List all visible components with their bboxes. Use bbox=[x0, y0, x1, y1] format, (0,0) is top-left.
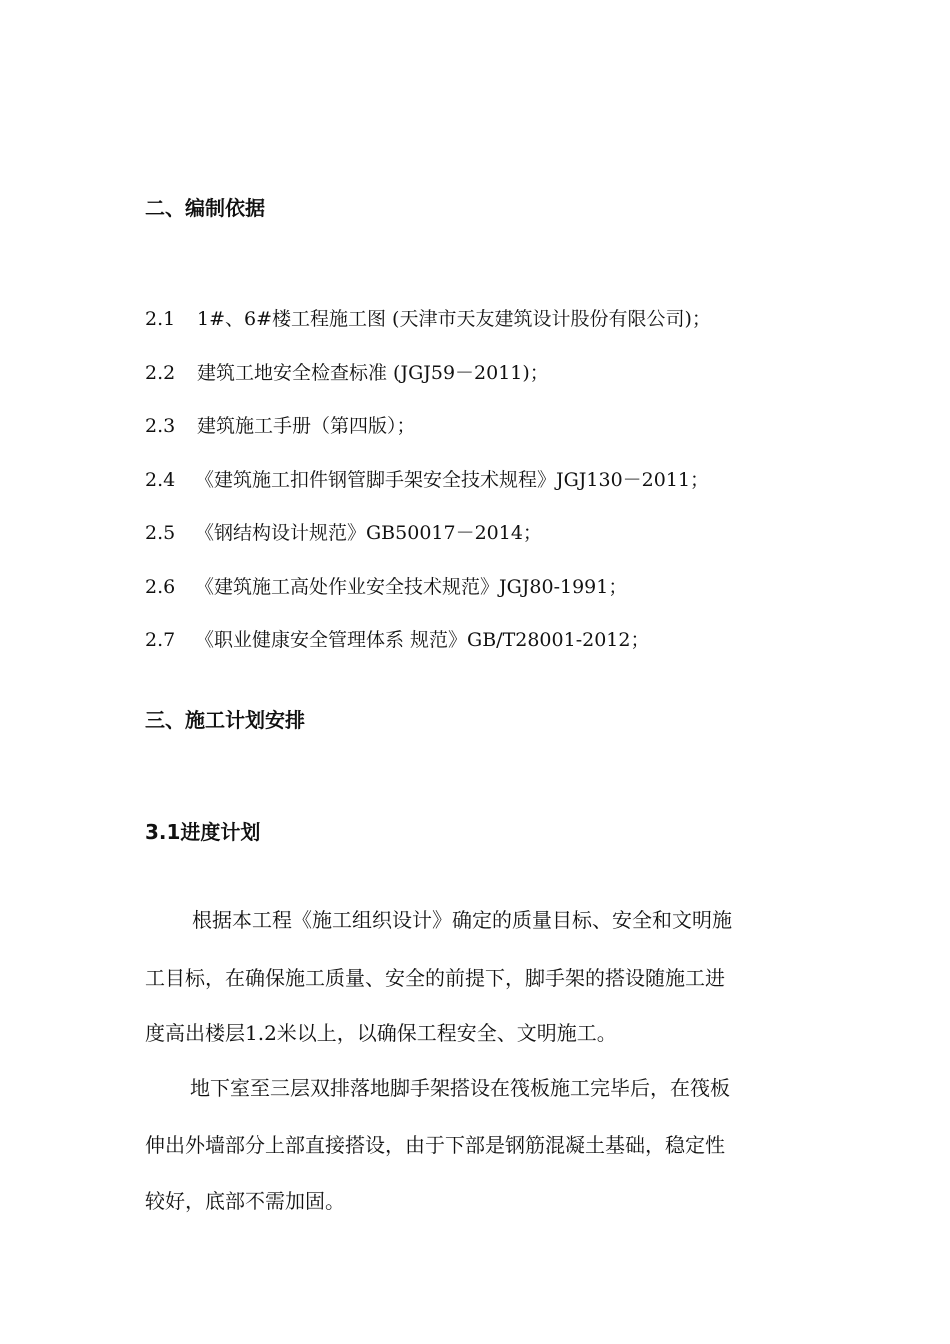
reference-item-2-2 bbox=[145, 359, 549, 387]
reference-text: 建筑施工手册（第四版）； bbox=[197, 415, 416, 437]
reference-number: 2.6 bbox=[145, 576, 176, 598]
reference-text: 建筑工地安全检查标准 (JGJ59－2011)； bbox=[197, 362, 549, 384]
reference-text: 《钢结构设计规范》GB50017－2014； bbox=[195, 522, 542, 544]
subsection-3-1-heading: 3.1进度计划 bbox=[145, 820, 261, 844]
reference-number: 2.4 bbox=[145, 469, 176, 491]
section-3-heading: 三、施工计划安排 bbox=[145, 708, 305, 732]
reference-item-2-7 bbox=[145, 626, 649, 654]
paragraph-2-line-1: 地下室至三层双排落地脚手架搭设在筏板施工完毕后，在筏板 bbox=[190, 1076, 730, 1100]
reference-number: 2.3 bbox=[145, 415, 176, 437]
reference-number: 2.1 bbox=[145, 308, 176, 330]
reference-item-2-3 bbox=[145, 412, 416, 440]
reference-item-2-4 bbox=[145, 466, 709, 494]
reference-text: 1#、6#楼工程施工图 (天津市天友建筑设计股份有限公司)； bbox=[197, 308, 711, 330]
reference-text: 《建筑施工高处作业安全技术规范》JGJ80-1991； bbox=[195, 576, 628, 598]
paragraph-2-line-2: 伸出外墙部分上部直接搭设，由于下部是钢筋混凝土基础，稳定性 bbox=[145, 1133, 725, 1157]
paragraph-2-line-3: 较好，底部不需加固。 bbox=[145, 1189, 345, 1213]
paragraph-1-line-3: 度高出楼层1.2米以上，以确保工程安全、文明施工。 bbox=[145, 1021, 617, 1045]
reference-number: 2.5 bbox=[145, 522, 176, 544]
paragraph-1-line-1: 根据本工程《施工组织设计》确定的质量目标、安全和文明施 bbox=[192, 908, 732, 932]
reference-text: 《建筑施工扣件钢管脚手架安全技术规程》JGJ130－2011； bbox=[195, 469, 710, 491]
reference-item-2-6 bbox=[145, 573, 627, 601]
reference-item-2-5 bbox=[145, 519, 542, 547]
reference-number: 2.7 bbox=[145, 629, 176, 651]
section-2-heading: 二、编制依据 bbox=[145, 196, 265, 220]
reference-number: 2.2 bbox=[145, 362, 176, 384]
reference-item-2-1 bbox=[145, 305, 711, 333]
paragraph-1-line-2: 工目标，在确保施工质量、安全的前提下，脚手架的搭设随施工进 bbox=[145, 966, 725, 990]
reference-text: 《职业健康安全管理体系 规范》GB/T28001-2012； bbox=[195, 629, 650, 651]
